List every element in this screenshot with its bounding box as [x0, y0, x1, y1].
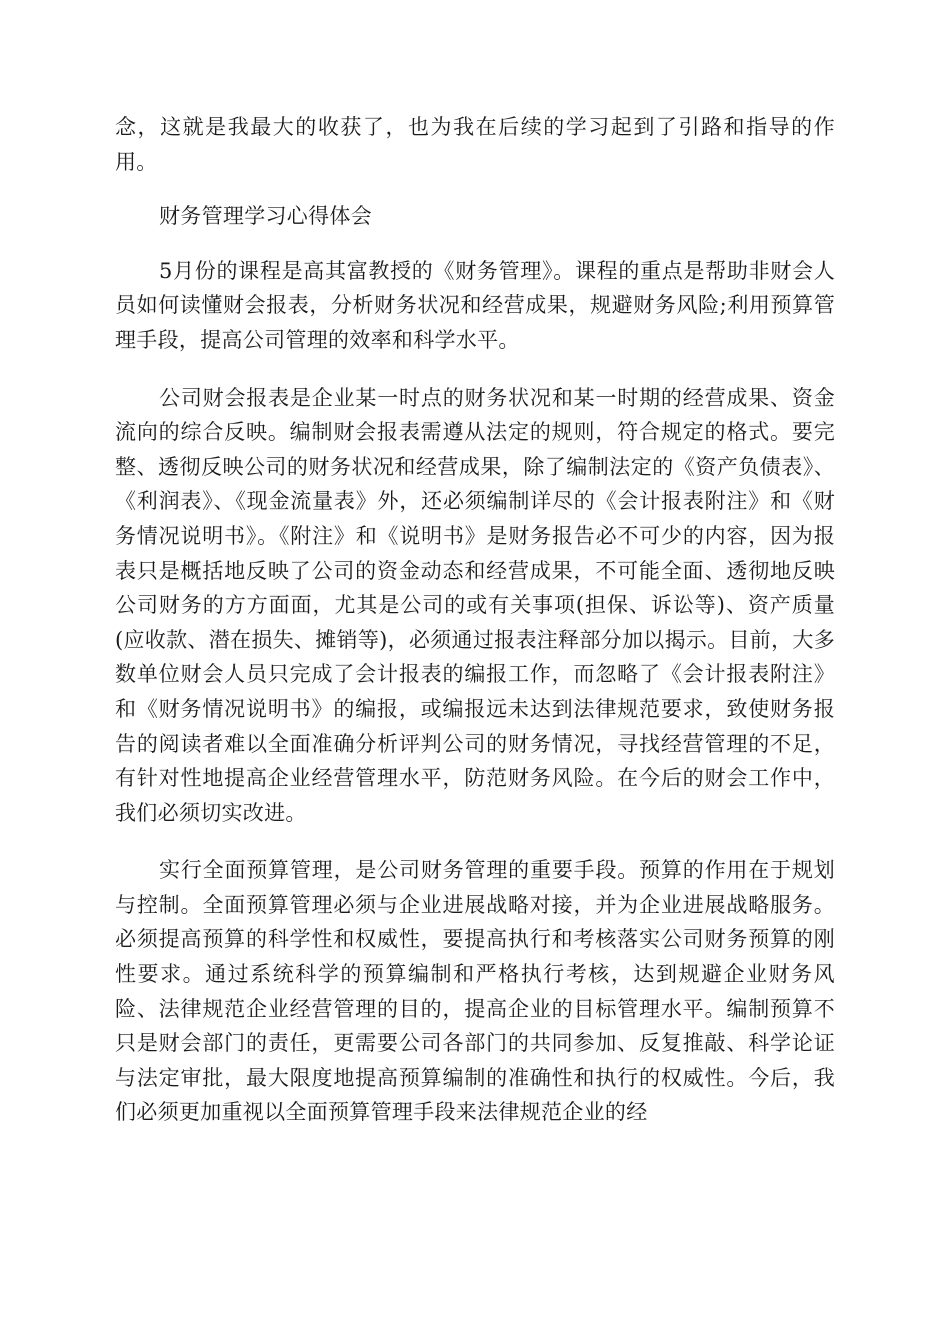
document-page: [115, 110, 835, 1130]
continuation-paragraph: 念，这就是我最大的收获了，也为我在后续的学习起到了引路和指导的作用。: [115, 115, 835, 174]
paragraph-financial-statements: 公司财会报表是企业某一时点的财务状况和某一时期的经营成果、资金流向的综合反映。编制财会报表需遵从法定的规则，符合规定的格式。要完整、透彻反映公司的财务状况和经营成果，除了编制法定的《资产负债表》、《利润表》、《现金流量表》外，还必须编制详尽的《会计报表附注》和《财务情况说明书》。《附注》和《说明书》是财务报告必不可少的内容，因为报表只是概括地反映了公司的资金动态和经营成果，不可能全面、透彻地反映公司财务的方方面面，尤其是公司的或有关事项(担保、诉讼等)、资产质量(应收款、潜在损失、摊销等)，必须通过报表注释部分加以揭示。目前，大多数单位财会人员只完成了会计报表的编报工作，而忽略了《会计报表附注》和《财务情况说明书》的编报，或编报远未达到法律规范要求，致使财务报告的阅读者难以全面准确分析评判公司的财务情况，寻找经营管理的不足，有针对性地提高企业经营管理水平，防范财务风险。在今后的财会工作中，我们必须切实改进。: [115, 385, 835, 825]
paragraph-budget-management: 实行全面预算管理，是公司财务管理的重要手段。预算的作用在于规划与控制。全面预算管理必须与企业进展战略对接，并为企业进展战略服务。必须提高预算的科学性和权威性，要提高执行和考核落实公司财务预算的刚性要求。通过系统科学的预算编制和严格执行考核，达到规避企业财务风险、法律规范企业经营管理的目的，提高企业的目标管理水平。编制预算不只是财会部门的责任，更需要公司各部门的共同参加、反复推敲、科学论证与法定审批，最大限度地提高预算编制的准确性和执行的权威性。今后，我们必须更加重视以全面预算管理手段来法律规范企业的经: [115, 858, 835, 1125]
section-title: 财务管理学习心得体会: [159, 204, 372, 229]
paragraph-course-intro: 5月份的课程是高其富教授的《财务管理》。课程的重点是帮助非财会人员如何读懂财会报表，分析财务状况和经营成果，规避财务风险;利用预算管理手段，提高公司管理的效率和科学水平。: [115, 258, 835, 352]
